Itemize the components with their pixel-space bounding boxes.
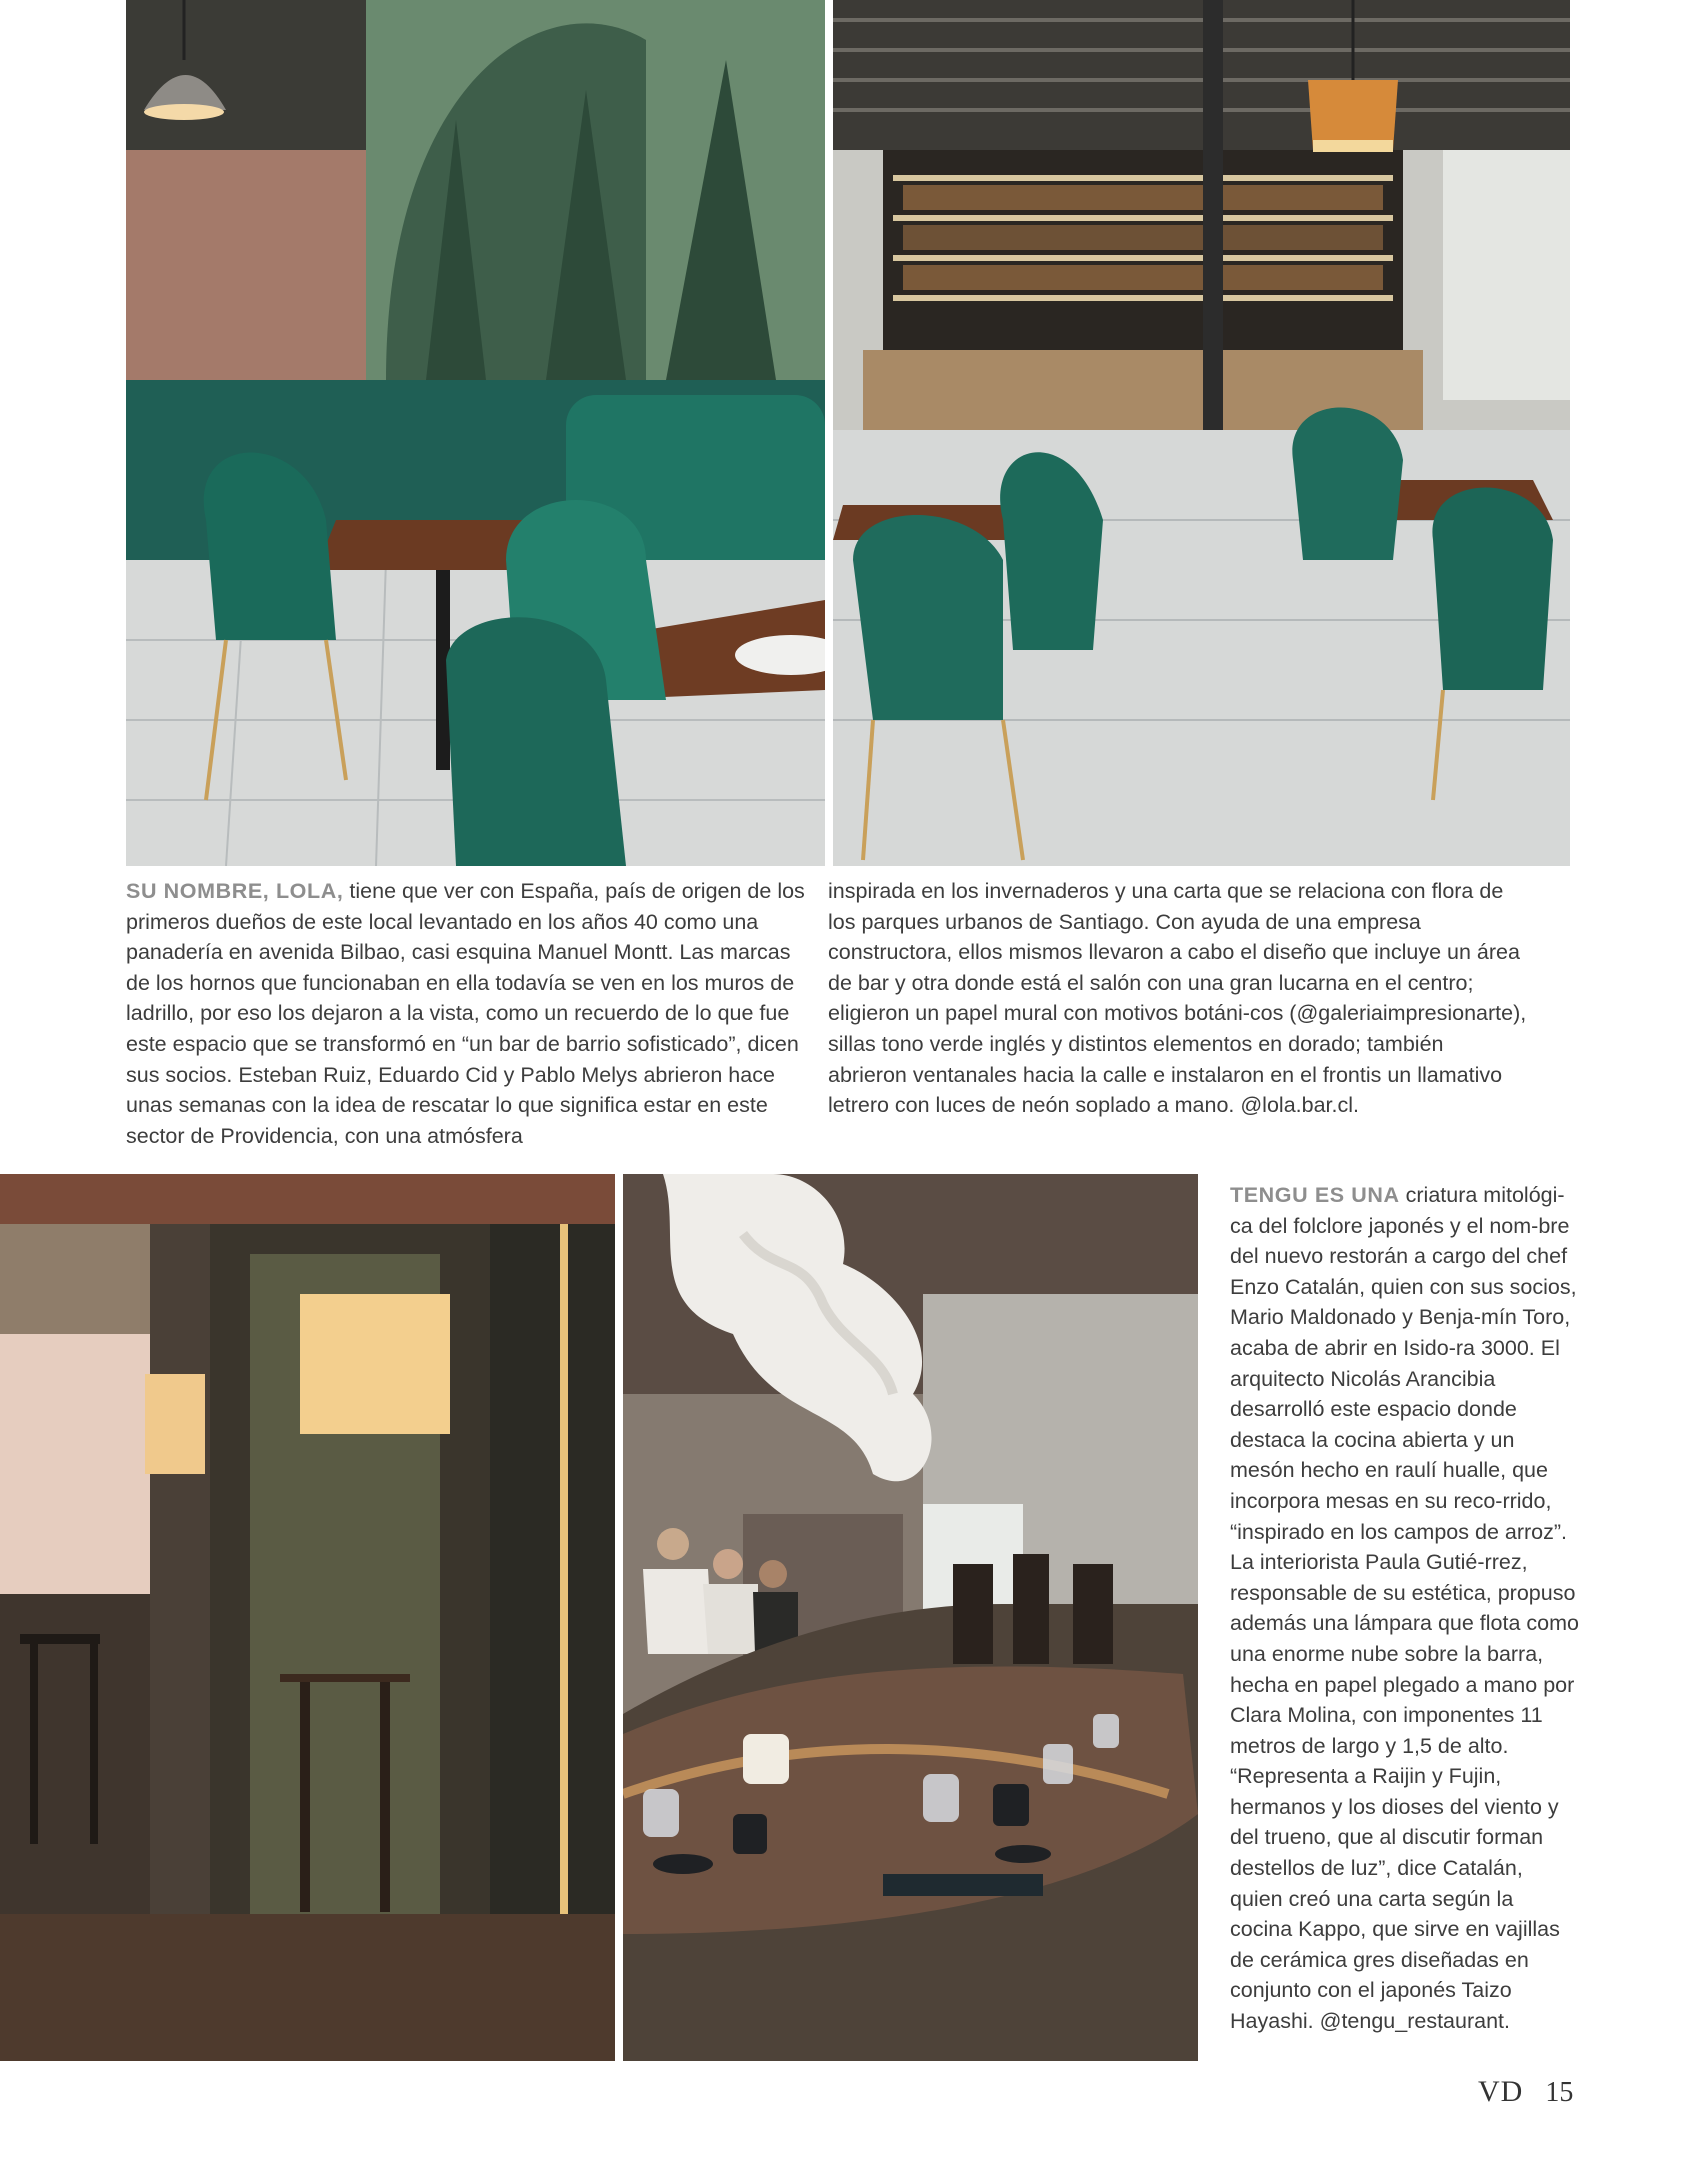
lola-lead-in: SU NOMBRE, LOLA,: [126, 879, 344, 903]
tengu-entrance-photo: [0, 1174, 615, 2061]
tengu-counter-photo: [623, 1174, 1198, 2061]
lola-article-column-1: [126, 876, 811, 1151]
lola-dining-room-photo: [126, 0, 825, 866]
magazine-name: VD: [1478, 2075, 1524, 2108]
lola-bar-photo: [833, 0, 1570, 866]
lola-article-column-2: inspirada en los invernaderos y una carta que se relaciona con flora de los parques urbanos de Santiago. Con ayuda de una empresa constructora, ellos mismos llevaron a cabo el diseño que incluye un área de bar y otra donde está el salón con una gran lucarna en el centro; eligieron un papel mural con motivos botáni-cos (@galeriaimpresionarte), sillas tono verde inglés y distintos elementos en dorado; también abrieron ventanales hacia la calle e instalaron en el frontis un llamativo letrero con luces de neón soplado a mano. @lola.bar.cl.: [828, 879, 1527, 1118]
page-folio: [1478, 2075, 1573, 2109]
tengu-article-column: [1230, 1180, 1580, 2037]
tengu-body: criatura mitológi-ca del folclore japonés y el nom-bre del nuevo restorán a cargo del chef Enzo Catalán, quien con sus socios, Mario Maldonado y Benja-mín Toro, acaba de abrir en Isido-ra 3000. El arquitecto Nicolás Arancibia desarrolló este espacio donde destaca la cocina abierta y un mesón hecho en raulí hualle, que incorpora mesas en su reco-rrido, “inspirado en los campos de arroz”. La interiorista Paula Gutié-rrez, responsable de su estética, propuso además una lámpara que flota como una enorme nube sobre la barra, hecha en papel plegado a mano por Clara Molina, con imponentes 11 metros de largo y 1,5 de alto. “Representa a Raijin y Fujin, hermanos y los dioses del viento y del trueno, que al discutir forman destellos de luz”, dice Catalán, quien creó una carta según la cocina Kappo, que sirve en vajillas de cerámica gres diseñadas en conjunto con el japonés Taizo Hayashi. @tengu_restaurant.: [1230, 1183, 1579, 2034]
tengu-lead-in: TENGU ES UNA: [1230, 1183, 1400, 1207]
lola-body-part-1: tiene que ver con España, país de origen de los primeros dueños de este local levantado en los años 40 como una panadería en avenida Bilbao, casi esquina Manuel Montt. Las marcas de los hornos que funcionaban en ella todavía se ven en los muros de ladrillo, por eso los dejaron a la vista, como un recuerdo de lo que fue este espacio que se transformó en “un bar de barrio sofisticado”, dicen sus socios. Esteban Ruiz, Eduardo Cid y Pablo Melys abrieron hace unas semanas con la idea de rescatar lo que significa estar en este sector de Providencia, con una atmósfera: [126, 879, 805, 1148]
page-number: 15: [1545, 2077, 1574, 2108]
